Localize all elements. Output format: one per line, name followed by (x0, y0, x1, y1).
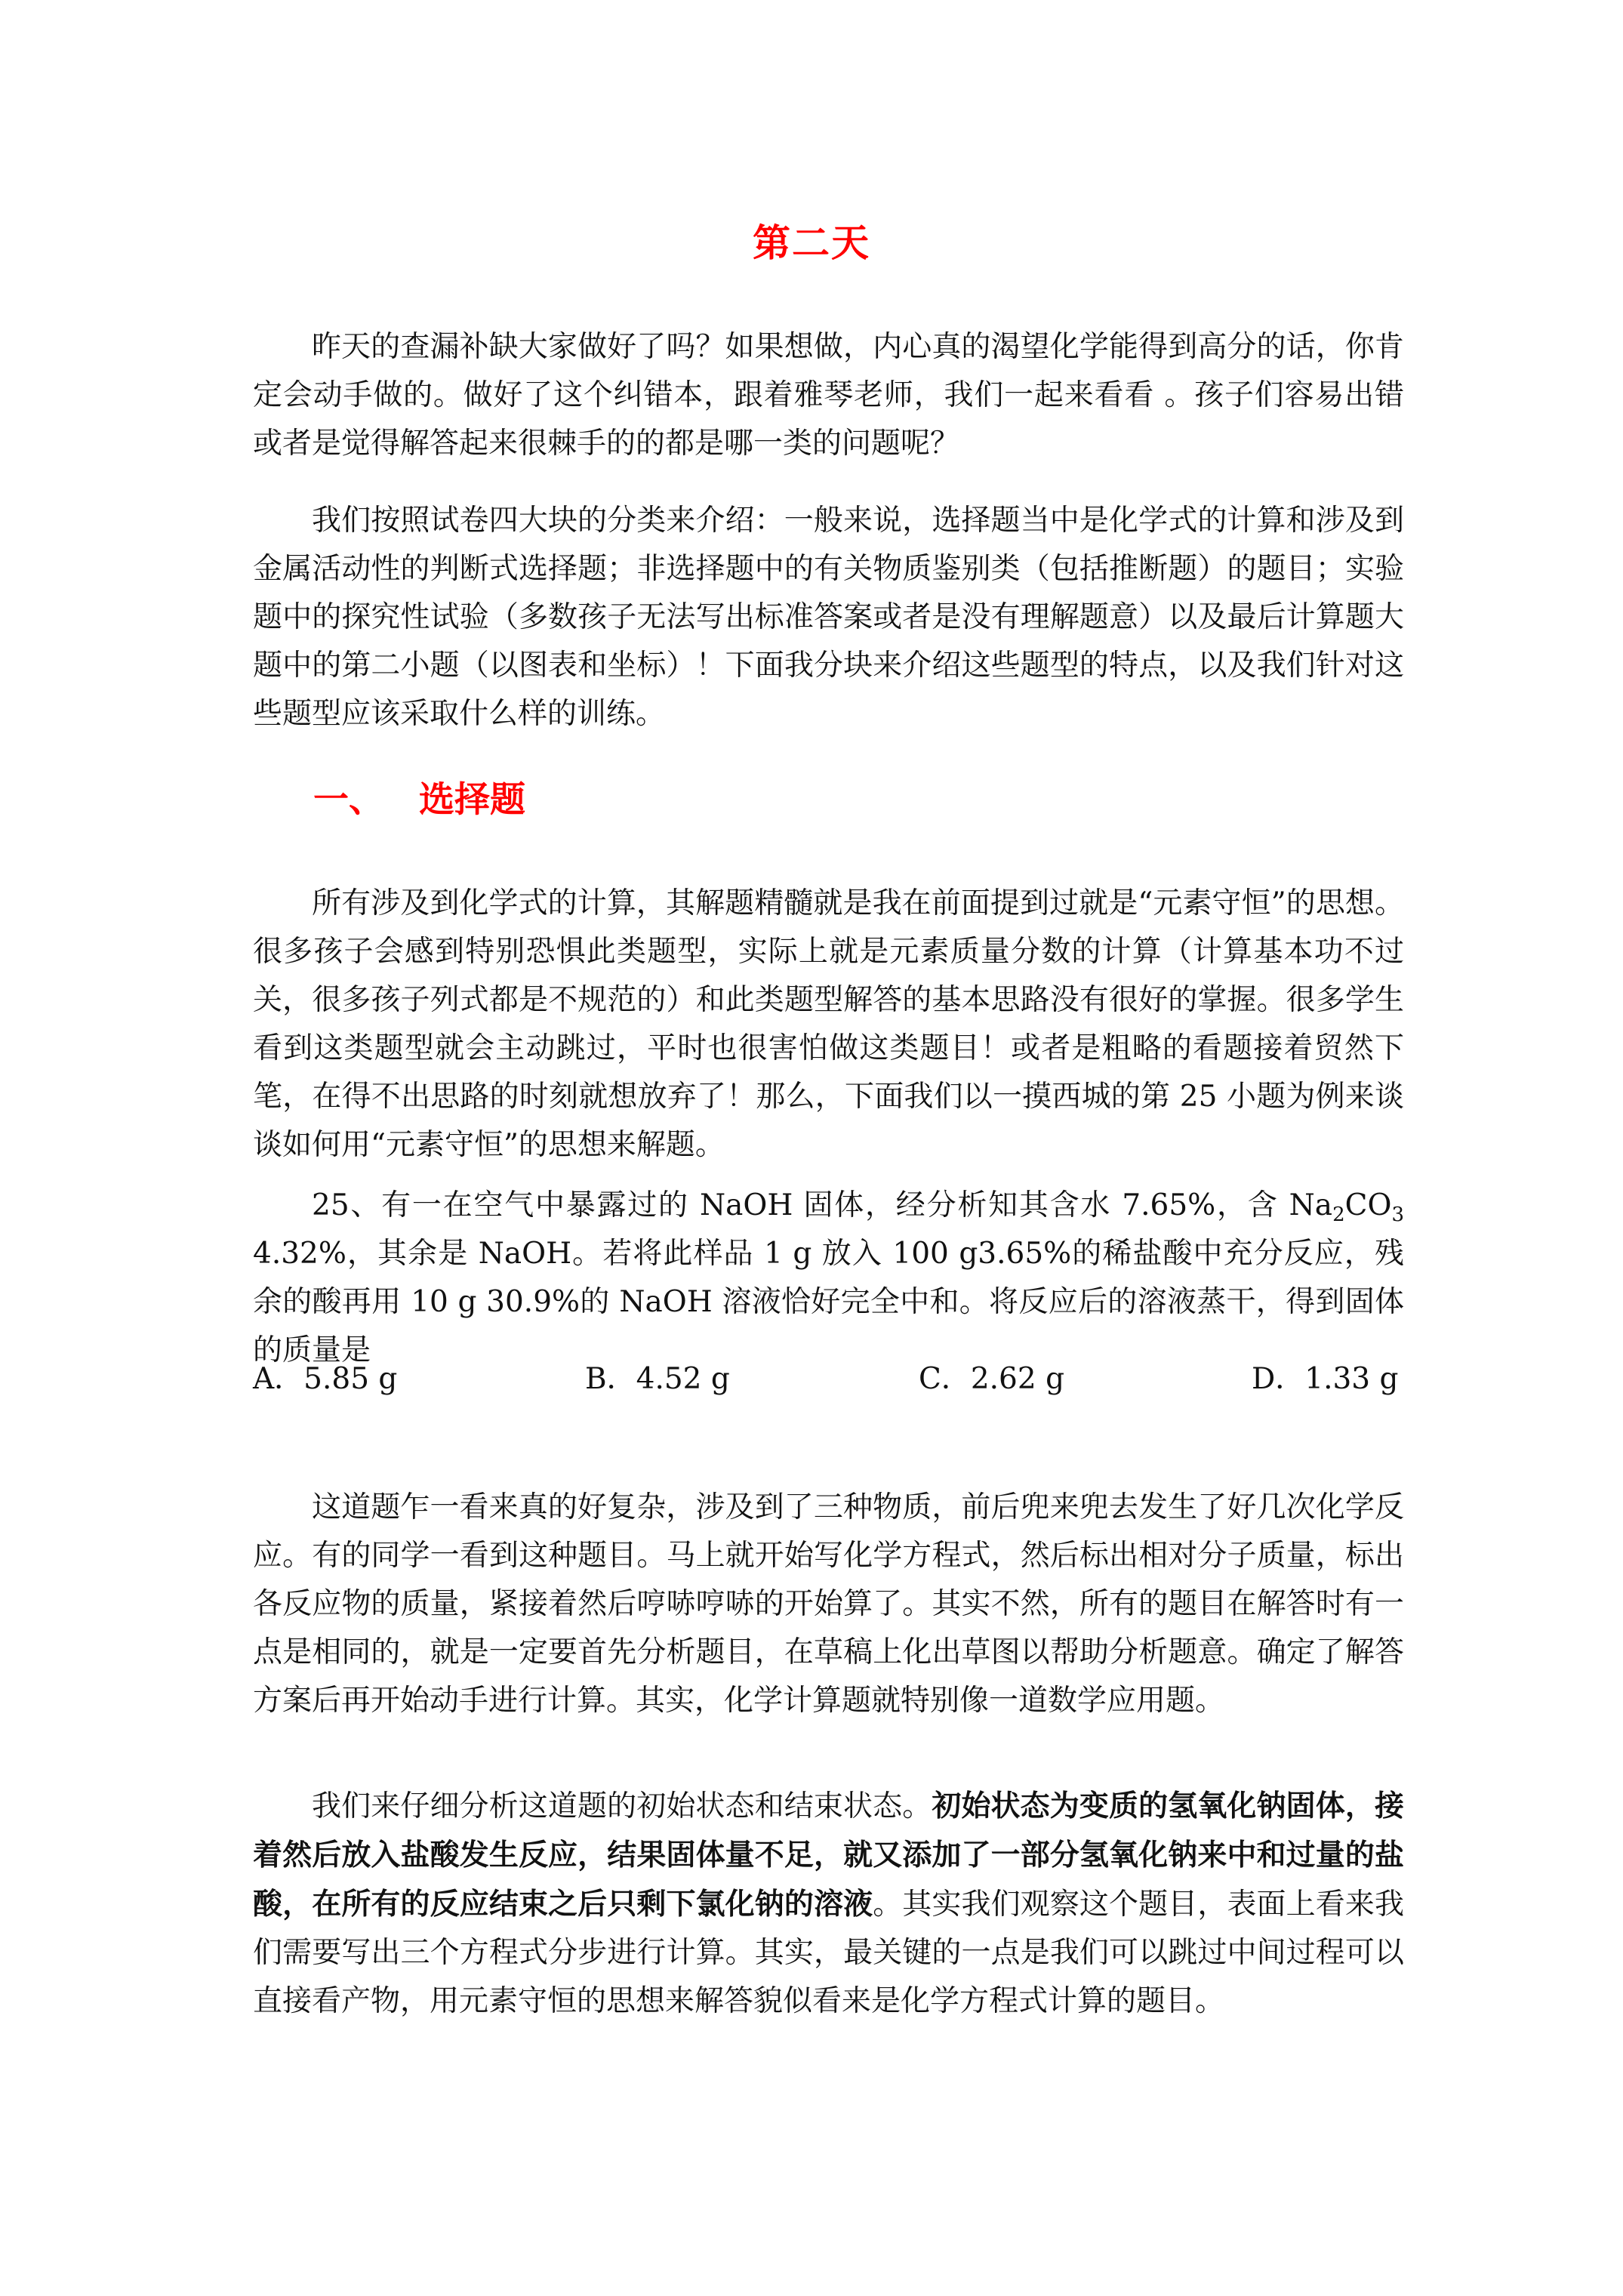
answer-options (253, 1355, 1404, 1404)
analysis-paragraph-1: 这道题乍一看来真的好复杂，涉及到了三种物质，前后兜来兜去发生了好几次化学反应。有的同学一看到这种题目。马上就开始写化学方程式，然后标出相对分子质量，标出各反应物的质量，紧接着然后哼哧哼哧的开始算了。其实不然，所有的题目在解答时有一点是相同的，就是一定要首先分析题目，在草稿上化出草图以帮助分析题意。确定了解答方案后再开始动手进行计算。其实，化学计算题就特别像一道数学应用题。 (253, 1490, 1404, 1718)
question-stem-part-3: 4.32%，其余是 NaOH。若将此样品 1 g 放入 100 g3.65%的稀盐酸中充分反应，残余的酸再用 10 g 30.9%的 NaOH 溶液恰好完全中和。将反应后的溶液蒸干，得到固体的质量是 (253, 1237, 1404, 1367)
option-c: C．2.62 g (919, 1362, 1065, 1396)
intro-paragraph-1: 昨天的查漏补缺大家做好了吗？如果想做，内心真的渴望化学能得到高分的话，你肯定会动手做的。做好了这个纠错本，跟着雅琴老师，我们一起来看看 。孩子们容易出错或者是觉得解答起来很棘手的的都是哪一类的问题呢？ (253, 330, 1404, 461)
section-heading-choice (313, 772, 525, 822)
subscript-2: 2 (1332, 1203, 1345, 1226)
page-title: 第二天 (753, 220, 870, 265)
question-stem-part-1: 25、有一在空气中暴露过的 NaOH 固体，经分析知其含水 7.65%，含 Na (312, 1188, 1333, 1222)
section-title: 选择题 (419, 779, 525, 821)
analysis-closing-text: 。其实我们观察这个题目，表面上看来我们需要写出三个方程式分步进行计算。其实，最关键的一点是我们可以跳过中间过程可以直接看产物，用元素守恒的思想来解答貌似看来是化学方程式计算的题目。 (253, 1888, 1404, 2018)
analysis-paragraph-2 (253, 1782, 1404, 2026)
question-stem (253, 1182, 1404, 1375)
question-stem-part-2: CO (1344, 1188, 1392, 1222)
method-paragraph: 所有涉及到化学式的计算，其解题精髓就是我在前面提到过就是“元素守恒”的思想。很多孩子会感到特别恐惧此类题型，实际上就是元素质量分数的计算（计算基本功不过关，很多孩子列式都是不规范的）和此类题型解答的基本思路没有很好的掌握。很多学生看到这类题型就会主动跳过，平时也很害怕做这类题目！或者是粗略的看题接着贸然下笔，在得不出思路的时刻就想放弃了！那么，下面我们以一摸西城的第 25 小题为例来谈谈如何用“元素守恒”的思想来解题。 (253, 886, 1404, 1162)
option-b: B．4.52 g (585, 1362, 730, 1396)
analysis-intro-text: 我们来仔细分析这道题的初始状态和结束状态。 (312, 1789, 932, 1823)
section-number: 一、 (313, 779, 384, 821)
intro-paragraph-2: 我们按照试卷四大块的分类来介绍：一般来说，选择题当中是化学式的计算和涉及到金属活动性的判断式选择题；非选择题中的有关物质鉴别类（包括推断题）的题目；实验题中的探究性试验（多数孩子无法写出标准答案或者是没有理解题意）以及最后计算题大题中的第二小题（以图表和坐标）！下面我分块来介绍这些题型的特点，以及我们针对这些题型应该采取什么样的训练。 (253, 504, 1404, 731)
option-d: D．1.33 g (1252, 1362, 1399, 1396)
analysis-bold-text: 初始状态为变质的氢氧化钠固体，接着然后放入盐酸发生反应，结果固体量不足，就又添加了一部分氢氧化钠来中和过量的盐酸，在所有的反应结束之后只剩下氯化钠的溶液 (253, 1789, 1404, 1922)
subscript-3: 3 (1391, 1203, 1404, 1226)
option-a: A．5.85 g (253, 1362, 398, 1396)
